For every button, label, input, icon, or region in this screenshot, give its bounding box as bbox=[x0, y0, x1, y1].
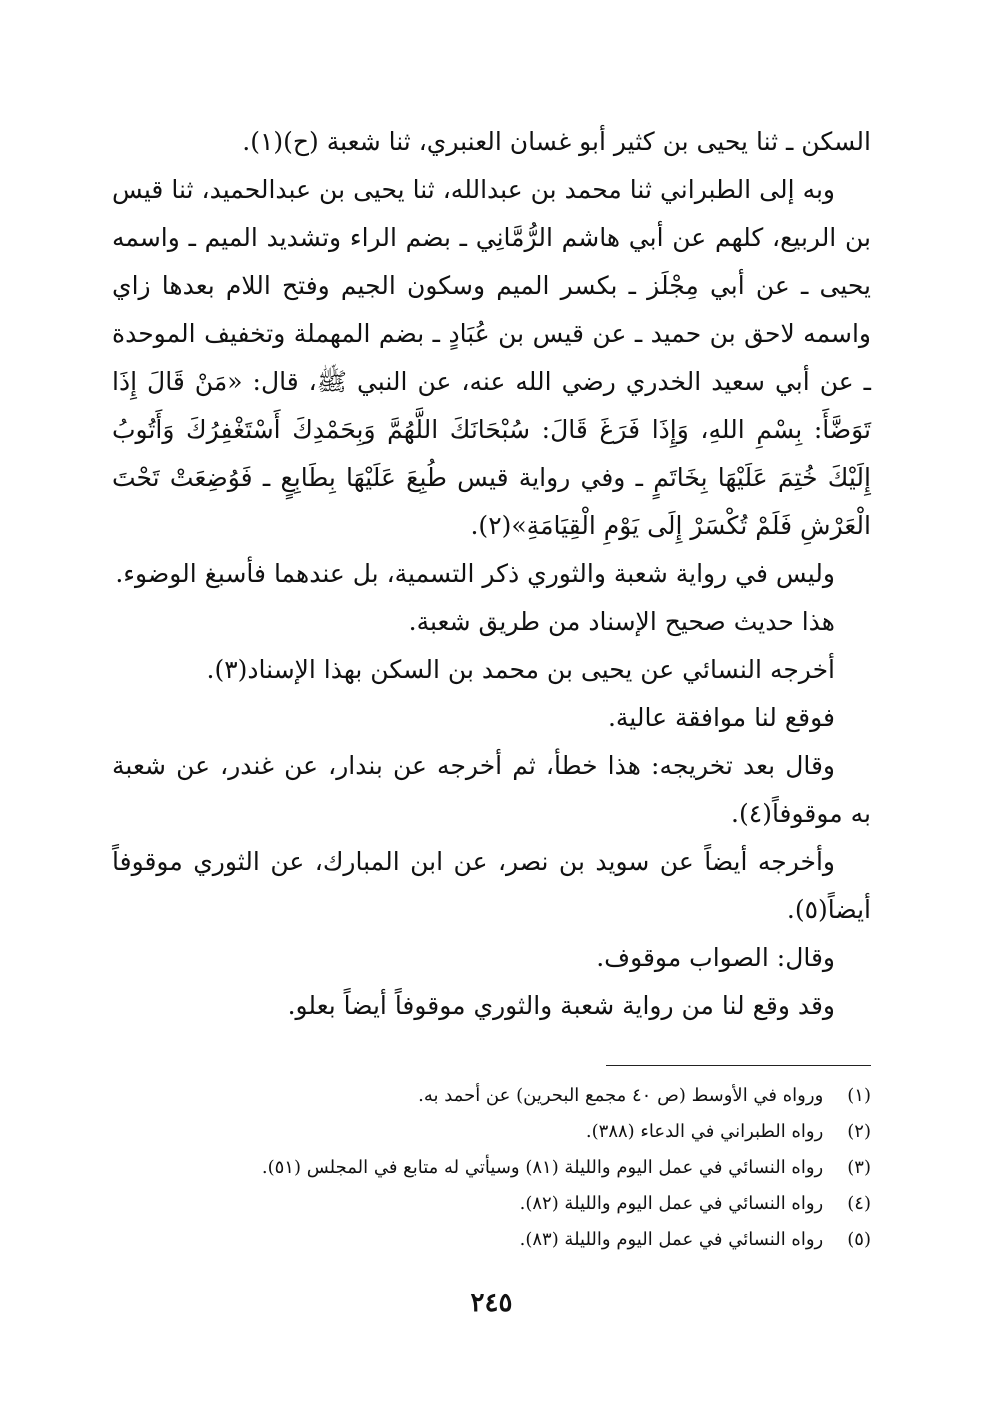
page-number: ٢٤٥ bbox=[470, 1288, 513, 1318]
paragraph-9: وقال: الصواب موقوف. bbox=[596, 943, 835, 972]
paragraph-10: وقد وقع لنا من رواية شعبة والثوري موقوفاً أيضاً بعلو. bbox=[287, 991, 835, 1020]
footnote-number: (١) bbox=[847, 1085, 871, 1106]
footnotes bbox=[112, 1078, 871, 1258]
paragraph-6: فوقع لنا موافقة عالية. bbox=[607, 703, 835, 732]
footnote-text: رواه النسائي في عمل اليوم والليلة (٨٢). bbox=[519, 1193, 824, 1214]
footnote-text: رواه النسائي في عمل اليوم والليلة (٨٣). bbox=[519, 1229, 824, 1250]
main-text bbox=[112, 118, 871, 1030]
footnote-3 bbox=[112, 1150, 871, 1186]
footnote-2 bbox=[112, 1114, 871, 1150]
footnote-text: رواه الطبراني في الدعاء (٣٨٨). bbox=[585, 1121, 824, 1142]
paragraph-7: وقال بعد تخريجه: هذا خطأ، ثم أخرجه عن بندار، عن غندر، عن شعبة به موقوفاً(٤). bbox=[112, 751, 871, 828]
footnote-text: رواه النسائي في عمل اليوم والليلة (٨١) وسيأتي له متابع في المجلس (٥١). bbox=[261, 1157, 824, 1178]
footnote-divider bbox=[606, 1065, 871, 1066]
footnote-number: (٣) bbox=[847, 1157, 871, 1178]
paragraph-5: أخرجه النسائي عن يحيى بن محمد بن السكن بهذا الإسناد(٣). bbox=[206, 655, 835, 684]
footnote-number: (٥) bbox=[847, 1229, 871, 1250]
paragraph-2: وبه إلى الطبراني ثنا محمد بن عبدالله، ثنا يحيى بن عبدالحميد، ثنا قيس بن الربيع، كلهم عن أبي هاشم الرُّمَّانِي ـ بضم الراء وتشديد الميم ـ واسمه يحيى ـ عن أبي مِجْلَز ـ بكسر الميم وسكون الجيم وفتح اللام بعدها زاي واسمه لاحق بن حميد ـ عن قيس بن عُبَادٍ ـ بضم المهملة وتخفيف الموحدة ـ عن أبي سعيد الخدري رضي الله عنه، عن النبي ﷺ، قال: «مَنْ قَالَ إِذَا تَوَضَّأَ: بِسْمِ اللهِ، وَإِذَا فَرَغَ قَالَ: سُبْحَانَكَ اللَّهُمَّ وَبِحَمْدِكَ أَسْتَغْفِرُكَ وَأَتُوبُ إِلَيْكَ خُتِمَ عَلَيْهَا بِخَاتَمٍ ـ وفي رواية قيس طُبِعَ عَلَيْهَا بِطَابِعٍ ـ فَوُضِعَتْ تَحْتَ الْعَرْشِ فَلَمْ تُكْسَرْ إِلَى يَوْمِ الْقِيَامَةِ»(٢). bbox=[112, 175, 871, 540]
paragraph-4: هذا حديث صحيح الإسناد من طريق شعبة. bbox=[408, 607, 835, 636]
footnote-number: (٢) bbox=[847, 1121, 871, 1142]
footnote-5 bbox=[112, 1222, 871, 1258]
footnote-number: (٤) bbox=[847, 1193, 871, 1214]
footnote-4 bbox=[112, 1186, 871, 1222]
paragraph-8: وأخرجه أيضاً عن سويد بن نصر، عن ابن المبارك، عن الثوري موقوفاً أيضاً(٥). bbox=[112, 847, 871, 924]
paragraph-1: السكن ـ ثنا يحيى بن كثير أبو غسان العنبري، ثنا شعبة (ح)(١). bbox=[242, 127, 871, 156]
paragraph-3: وليس في رواية شعبة والثوري ذكر التسمية، بل عندهما فأسبغ الوضوء. bbox=[115, 559, 835, 588]
footnote-1 bbox=[112, 1078, 871, 1114]
footnote-text: ورواه في الأوسط (ص ٤٠ مجمع البحرين) عن أحمد به. bbox=[418, 1085, 824, 1106]
